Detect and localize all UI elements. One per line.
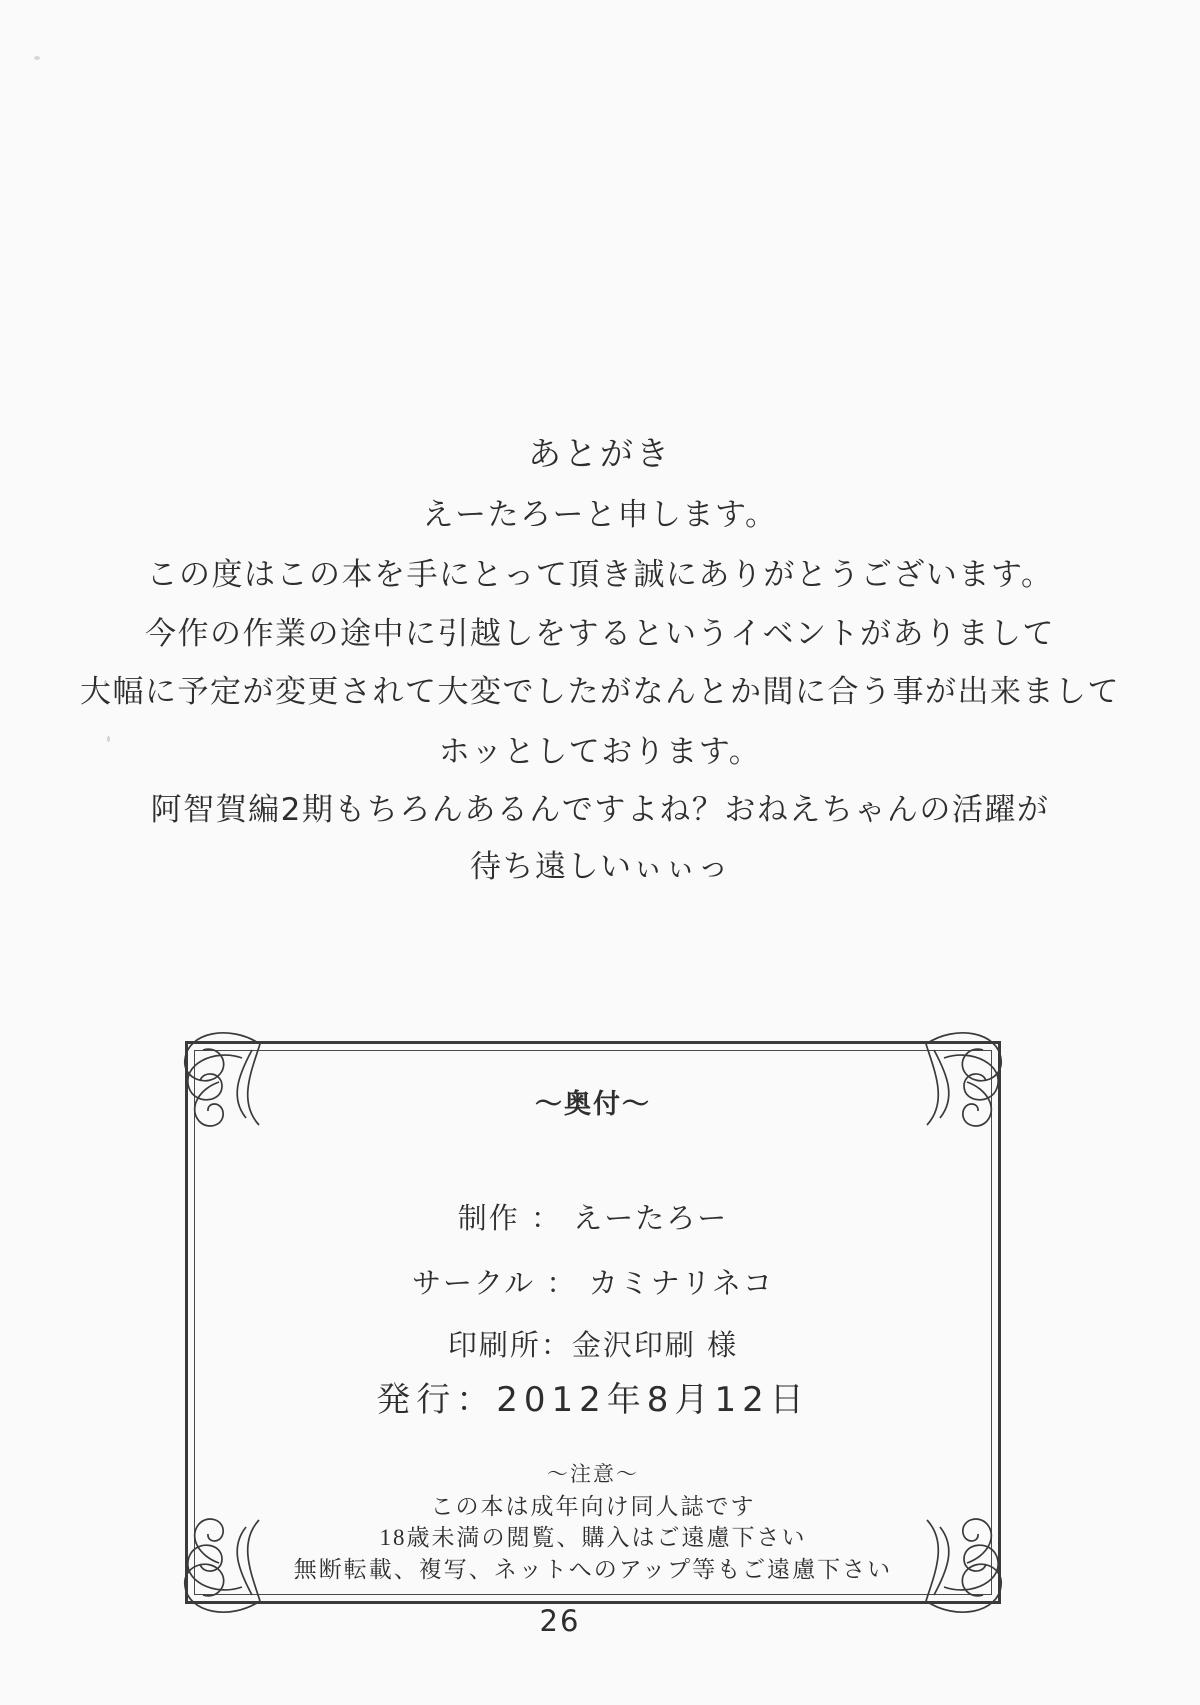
colophon-issued-line: 発行：2012年8月12日 bbox=[376, 1380, 810, 1420]
afterword-line: 大幅に予定が変更されて大変でしたがなんとか間に合う事が出来まして bbox=[80, 674, 1120, 710]
notice-line: 18歳未満の閲覧、購入はご遠慮下さい bbox=[379, 1525, 807, 1550]
afterword-line: 待ち遠しいぃぃっ bbox=[470, 849, 730, 885]
afterword-line: 阿智賀編2期もちろんあるんですよね？おねえちゃんの活躍が bbox=[150, 792, 1050, 828]
afterword-line: この度はこの本を手にとって頂き誠にありがとうございます。 bbox=[146, 557, 1054, 593]
notice-line: 無断転載、複写、ネットへのアップ等もご遠慮下さい bbox=[293, 1557, 893, 1582]
afterword-line: ホッとしております。 bbox=[438, 734, 762, 770]
colophon-box bbox=[185, 1041, 1001, 1604]
page-number: 26 bbox=[539, 1604, 581, 1638]
colophon-credit-line: サークル ： カミナリネコ bbox=[412, 1266, 774, 1300]
afterword-line: えーたろーと申します。 bbox=[422, 497, 778, 533]
afterword-title: あとがき bbox=[528, 434, 672, 473]
notice-title: ～注意～ bbox=[547, 1462, 639, 1486]
colophon-credit-line: 印刷所：金沢印刷 様 bbox=[447, 1328, 739, 1362]
afterword-line: 今作の作業の途中に引越しをするというイベントがありまして bbox=[145, 616, 1055, 652]
notice-line: この本は成年向け同人誌です bbox=[430, 1494, 756, 1519]
colophon-title: ～奥付～ bbox=[535, 1089, 651, 1120]
colophon-credit-line: 制作 ： えーたろー bbox=[457, 1201, 729, 1235]
scan-speck bbox=[34, 56, 40, 60]
